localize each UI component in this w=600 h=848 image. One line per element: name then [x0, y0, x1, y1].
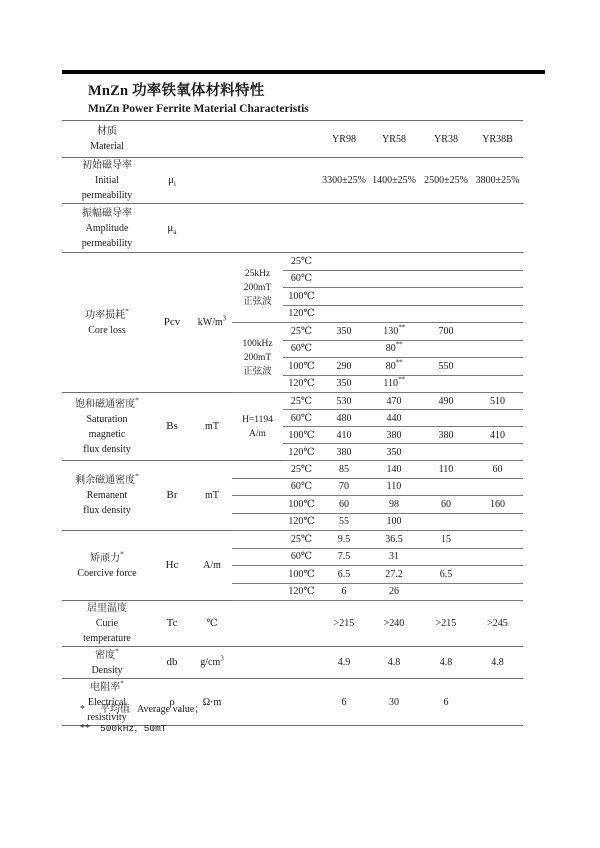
value-cell: 7.5	[320, 548, 368, 566]
param-name-en: magnetic	[88, 428, 126, 440]
unit-cell: $kW/m^3$	[192, 253, 232, 393]
param-name-zh: 矫顽力*	[90, 549, 124, 564]
value-cell: 9.5	[320, 531, 368, 549]
symbol-cell: Pcv	[152, 253, 192, 393]
column-header-yr38: YR38	[420, 121, 472, 158]
condition-cell	[232, 583, 283, 601]
temp-cell: 120℃	[283, 444, 320, 461]
unit-cell: A/m	[192, 531, 232, 601]
condition-cell	[232, 531, 283, 549]
value-cell: 6.5	[420, 566, 472, 584]
footnote-text-en: 500kHz，50mT	[100, 723, 167, 734]
param-cell	[62, 461, 152, 531]
section-core-loss	[62, 253, 523, 271]
param-name-en: temperature	[83, 633, 131, 644]
temp-cell: 25℃	[283, 461, 320, 479]
unit-cell: ℃	[192, 601, 232, 647]
value-cell	[472, 375, 523, 393]
footnote-marker: **	[80, 723, 90, 734]
param-name-en: Initial	[95, 175, 119, 186]
param-name-en: resistivity	[87, 711, 127, 723]
value-cell: 31	[368, 548, 420, 566]
top-rule	[62, 70, 545, 74]
value-cell	[420, 513, 472, 531]
temp-cell: 100℃	[283, 496, 320, 514]
unit-cell	[192, 204, 232, 253]
column-header-yr38b: YR38B	[472, 121, 523, 158]
value-cell	[368, 204, 420, 253]
value-cell	[320, 288, 368, 306]
value-cell: 80**	[368, 358, 420, 376]
value-cell	[420, 548, 472, 566]
param-name-en: Saturation	[86, 413, 128, 425]
value-cell	[368, 305, 420, 323]
temp-cell: 120℃	[283, 375, 320, 393]
value-cell	[320, 340, 368, 358]
condition-cell	[232, 496, 283, 514]
page-subtitle: MnZn Power Ferrite Material Characteristis	[88, 103, 309, 115]
temp-cell: 100℃	[283, 288, 320, 306]
material-characteristics-table	[62, 120, 523, 726]
value-cell: 530	[320, 393, 368, 410]
value-cell: 490	[420, 393, 472, 410]
value-cell: 26	[368, 583, 420, 601]
value-cell: 350	[320, 375, 368, 393]
param-name-en: Curie	[95, 618, 119, 629]
value-cell: 140	[368, 461, 420, 479]
empty-cell	[152, 121, 320, 158]
symbol-cell: $\mu_i$	[152, 158, 192, 204]
param-name-zh: 功率损耗*	[85, 306, 129, 321]
value-cell	[368, 253, 420, 271]
symbol-cell: Bs	[152, 393, 192, 461]
temp-cell: 60℃	[283, 410, 320, 427]
unit-cell: $g/cm^3$	[192, 647, 232, 679]
empty-cell	[232, 204, 320, 253]
temp-cell: 25℃	[283, 393, 320, 410]
value-cell: 480	[320, 410, 368, 427]
temp-cell: 60℃	[283, 548, 320, 566]
empty-cell	[232, 647, 320, 679]
value-cell	[320, 270, 368, 288]
value-cell: 550	[420, 358, 472, 376]
param-cell	[62, 253, 152, 393]
param-name-en: Electrical	[87, 696, 127, 708]
temp-cell: 120℃	[283, 513, 320, 531]
header-material-cell	[62, 121, 152, 158]
value-cell	[420, 478, 472, 496]
value-cell	[320, 204, 368, 253]
value-cell: 4.8	[472, 647, 523, 679]
value-cell: 700	[420, 323, 472, 341]
section-remanent	[62, 461, 523, 479]
section-initial-permeability	[62, 158, 523, 204]
value-cell	[472, 204, 523, 253]
section-saturation	[62, 393, 523, 410]
value-cell: 160	[472, 496, 523, 514]
value-cell: 60	[420, 496, 472, 514]
value-cell	[420, 288, 472, 306]
value-cell	[472, 340, 523, 358]
value-cell: >240	[368, 601, 420, 647]
symbol-cell: ρ	[152, 679, 192, 726]
temp-cell: 60℃	[283, 478, 320, 496]
param-name-en: flux density	[83, 443, 131, 455]
footnote-text-en: Average value；	[137, 704, 205, 715]
value-cell: 15	[420, 531, 472, 549]
empty-cell	[232, 158, 320, 204]
symbol-cell: db	[152, 647, 192, 679]
param-cell	[62, 531, 152, 601]
value-cell	[472, 583, 523, 601]
param-name-zh: 饱和磁通密度*	[75, 395, 139, 410]
section-coercive	[62, 531, 523, 549]
value-cell: 380	[420, 427, 472, 444]
value-cell: 98	[368, 496, 420, 514]
value-cell: 110**	[368, 375, 420, 393]
value-cell	[472, 323, 523, 341]
temp-cell: 100℃	[283, 566, 320, 584]
param-name-en: Core loss	[88, 324, 126, 336]
param-name-en: Density	[91, 664, 123, 676]
value-cell: 6	[420, 679, 472, 726]
param-cell	[62, 204, 152, 253]
temp-cell: 25℃	[283, 323, 320, 341]
section-amplitude-permeability	[62, 204, 523, 253]
value-cell	[472, 548, 523, 566]
condition-cell	[232, 566, 283, 584]
temp-cell: 100℃	[283, 358, 320, 376]
value-cell: 130**	[368, 323, 420, 341]
column-header-yr58: YR58	[368, 121, 420, 158]
unit-cell: mT	[192, 461, 232, 531]
header-row	[62, 121, 523, 158]
value-cell: 27.2	[368, 566, 420, 584]
value-cell: 510	[472, 393, 523, 410]
param-name-en: permeability	[81, 190, 133, 201]
value-cell	[472, 566, 523, 584]
symbol-cell: $\mu_a$	[152, 204, 192, 253]
value-cell: 4.8	[420, 647, 472, 679]
param-name-en: Amplitude	[85, 222, 129, 234]
symbol-cell: Tc	[152, 601, 192, 647]
value-cell	[320, 305, 368, 323]
value-cell: 2500±25%	[420, 158, 472, 204]
value-cell: 440	[368, 410, 420, 427]
condition-cell	[232, 513, 283, 531]
value-cell	[320, 253, 368, 271]
temp-cell: 120℃	[283, 583, 320, 601]
value-cell: 55	[320, 513, 368, 531]
temp-cell: 120℃	[283, 305, 320, 323]
section-density	[62, 647, 523, 679]
temp-cell: 60℃	[283, 340, 320, 358]
value-cell: 70	[320, 478, 368, 496]
value-cell: 380	[368, 427, 420, 444]
condition-cell	[232, 478, 283, 496]
footnotes	[80, 700, 204, 739]
value-cell	[420, 340, 472, 358]
value-cell	[472, 270, 523, 288]
symbol-cell: Br	[152, 461, 192, 531]
empty-cell	[232, 679, 320, 726]
page-title: MnZn 功率铁氧体材料特性	[88, 83, 265, 99]
value-cell: 36.5	[368, 531, 420, 549]
value-cell	[472, 531, 523, 549]
value-cell	[420, 305, 472, 323]
condition-cell: H=1194 A/m	[232, 393, 283, 461]
column-header-yr98: YR98	[320, 121, 368, 158]
value-cell	[420, 583, 472, 601]
value-cell	[368, 288, 420, 306]
header-label-zh: 材质	[97, 126, 117, 137]
value-cell	[420, 253, 472, 271]
header-label-en: Material	[90, 141, 124, 152]
value-cell	[472, 513, 523, 531]
value-cell: 85	[320, 461, 368, 479]
param-name-zh: 振幅磁导率	[82, 207, 132, 219]
value-cell: 80**	[368, 340, 420, 358]
value-cell: >215	[320, 601, 368, 647]
value-cell: 100	[368, 513, 420, 531]
value-cell	[420, 444, 472, 461]
footnote-marker: *	[80, 704, 85, 715]
param-cell	[62, 393, 152, 461]
footnote-500khz	[80, 720, 204, 734]
value-cell: 350	[368, 444, 420, 461]
value-cell	[420, 204, 472, 253]
value-cell: 3300±25%	[320, 158, 368, 204]
param-cell	[62, 647, 152, 679]
value-cell	[472, 679, 523, 726]
value-cell	[368, 270, 420, 288]
value-cell: 380	[320, 444, 368, 461]
value-cell: 4.9	[320, 647, 368, 679]
param-name-zh: 居里温度	[87, 603, 127, 614]
value-cell	[420, 410, 472, 427]
temp-cell: 25℃	[283, 253, 320, 271]
value-cell: 470	[368, 393, 420, 410]
value-cell: 60	[320, 496, 368, 514]
condition-cell	[232, 461, 283, 479]
unit-cell: mT	[192, 393, 232, 461]
param-name-zh: 剩余磁通密度*	[75, 471, 139, 486]
section-curie	[62, 601, 523, 647]
unit-cell: Ω·m	[192, 679, 232, 726]
param-name-en: flux density	[83, 505, 131, 516]
value-cell: 110	[420, 461, 472, 479]
value-cell: 410	[472, 427, 523, 444]
param-name-zh: 电阻率*	[90, 678, 124, 693]
value-cell	[472, 358, 523, 376]
condition-cell	[232, 548, 283, 566]
value-cell: 290	[320, 358, 368, 376]
condition-cell: 25kHz 200mT 正弦波	[232, 253, 283, 323]
value-cell	[420, 270, 472, 288]
empty-cell	[232, 601, 320, 647]
value-cell	[472, 478, 523, 496]
value-cell	[472, 288, 523, 306]
unit-cell	[192, 158, 232, 204]
footnote-text-zh: 平均值	[100, 704, 130, 715]
param-cell	[62, 158, 152, 204]
temp-cell: 100℃	[283, 427, 320, 444]
temp-cell: 25℃	[283, 531, 320, 549]
param-name-zh: 密度*	[95, 646, 119, 661]
value-cell	[472, 444, 523, 461]
value-cell: >215	[420, 601, 472, 647]
value-cell	[420, 375, 472, 393]
value-cell: >245	[472, 601, 523, 647]
value-cell	[472, 253, 523, 271]
param-name-zh: 初始磁导率	[82, 160, 132, 171]
temp-cell: 60℃	[283, 270, 320, 288]
value-cell: 3800±25%	[472, 158, 523, 204]
footnote-average-value	[80, 700, 204, 715]
symbol-cell: Hc	[152, 531, 192, 601]
value-cell: 410	[320, 427, 368, 444]
param-name-en: Remanent	[86, 490, 128, 501]
param-name-en: permeability	[81, 237, 133, 249]
value-cell: 6.5	[320, 566, 368, 584]
value-cell: 350	[320, 323, 368, 341]
value-cell: 1400±25%	[368, 158, 420, 204]
value-cell	[472, 410, 523, 427]
value-cell: 4.8	[368, 647, 420, 679]
value-cell: 30	[368, 679, 420, 726]
condition-cell: 100kHz 200mT 正弦波	[232, 323, 283, 393]
param-cell	[62, 601, 152, 647]
value-cell: 60	[472, 461, 523, 479]
value-cell: 6	[320, 679, 368, 726]
value-cell: 6	[320, 583, 368, 601]
value-cell	[472, 305, 523, 323]
value-cell: 110	[368, 478, 420, 496]
param-name-en: Coercive force	[77, 567, 137, 579]
